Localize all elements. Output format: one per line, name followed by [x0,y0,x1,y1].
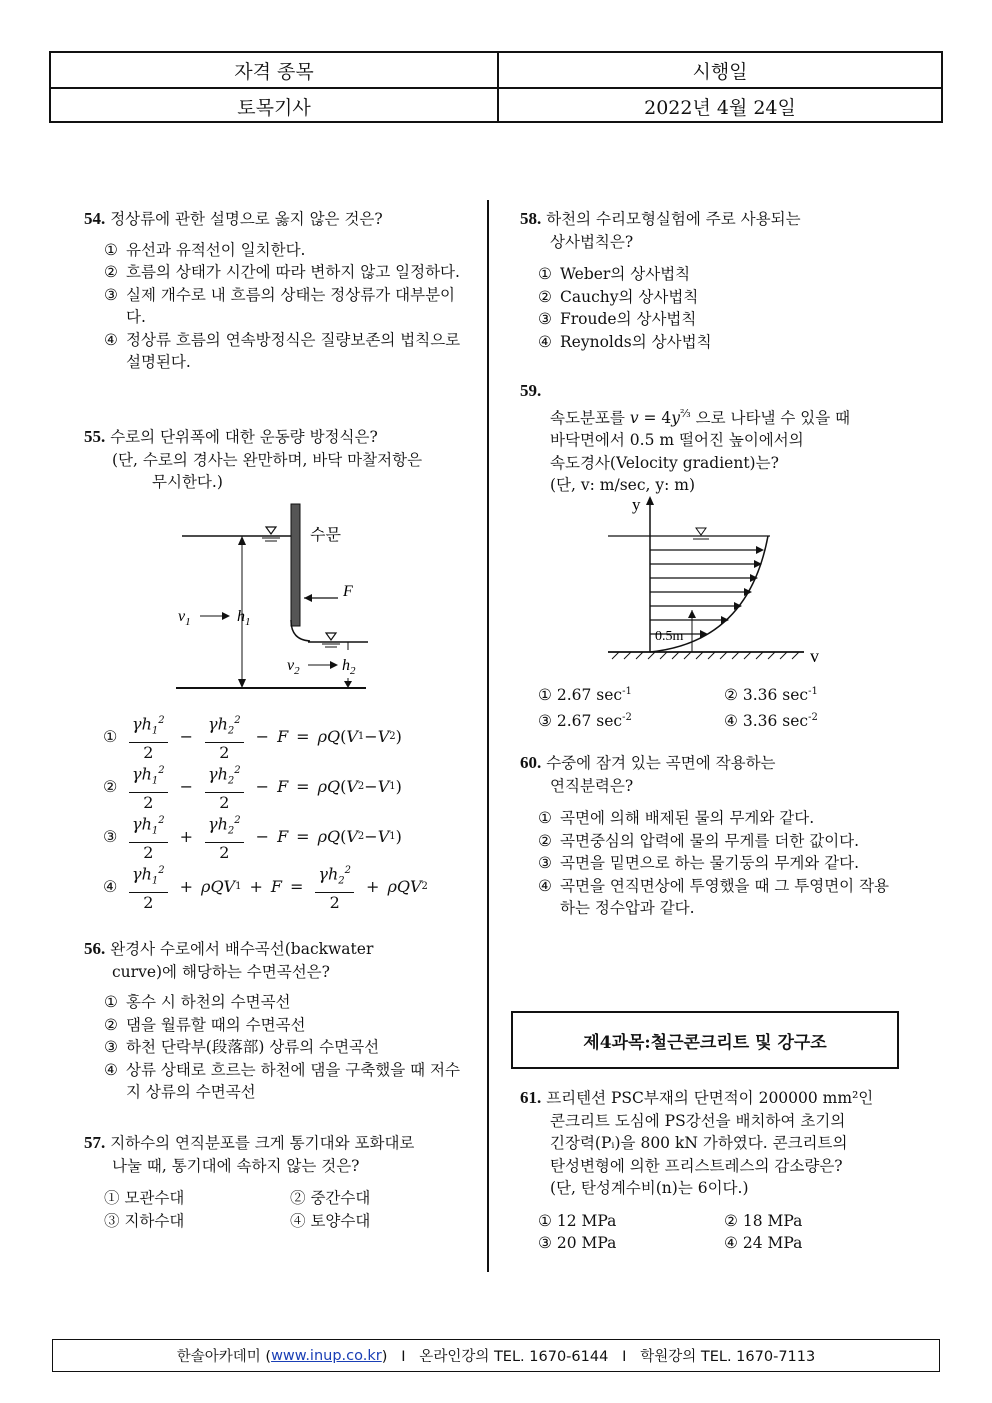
question-54 [84,208,464,374]
option-3[interactable]: ③ 실제 개수로 내 흐름의 상태는 정상류가 대부분이다. [104,285,456,326]
header-col2-label: 시행일 [497,53,941,87]
option-4[interactable]: ④ 정상류 흐름의 연속방정식은 질량보존의 법칙으로 설명된다. [104,330,461,371]
y-axis-label: y [632,495,641,514]
option-4[interactable]: ④ 3.36 $\sec^{-2}$ [724,711,818,730]
option-2[interactable]: ② $\frac{\gamma h_1^2}{2}$ − $\frac{\gamma h_2^2}{2}$ − F = ρQ ( V 2 − V 1 ) [103,762,483,812]
svg-text:v2: $v_2$ [287,657,300,677]
option-3[interactable]: ③ 하천 단락부(段落部) 상류의 수면곡선 [104,1038,380,1056]
option-1[interactable]: ① 유선과 유적선이 일치한다. [104,240,306,259]
option-2[interactable]: ② 3.36 $\sec^{-1}$ [724,686,818,705]
header-col1-label: 자격 종목 [234,60,314,83]
option-2[interactable]: ② 댐을 월류할 때의 수면곡선 [104,1015,306,1034]
question-text: 하천의 수리모형실험에 주로 사용되는 [546,210,801,228]
gate-label: 수문 [310,527,341,544]
option-3[interactable]: ③ 2.67 $\sec^{-2}$ [538,711,632,730]
question-text: 수중에 잠겨 있는 곡면에 작용하는 [546,754,776,772]
question-text: 완경사 수로에서 배수곡선(backwater [110,940,374,958]
option-4[interactable]: ④ 토양수대 [290,1211,371,1230]
question-text: 수로의 단위폭에 대한 운동량 방정식은? [110,428,378,446]
option-4[interactable]: ④ Reynolds의 상사법칙 [538,332,712,351]
footer [52,1339,940,1372]
question-58: 58. 하천의 수리모형실험에 주로 사용되는 상사법칙은? ① Weber의 상사법칙 ② Cauchy의 상사법칙 ③ Froude의 상사법칙 ④ Reynolds의 상사법칙 [520,208,900,353]
question-number: 54. [84,209,106,228]
force-label: F [343,583,353,600]
svg-text:h2: $h_2$ [342,657,356,677]
option-2[interactable]: ② Cauchy의 상사법칙 [538,287,699,306]
section-4-title: 제4과목:철근콘크리트 및 강구조 [511,1011,899,1069]
option-1[interactable]: ① 홍수 시 하천의 수면곡선 [104,993,291,1011]
option-3[interactable]: ③ 20 MPa [538,1234,617,1252]
question-59-options [538,681,918,732]
question-61: 61. 프리텐션 PSC부재의 단면적이 200000 mm²인 콘크리트 도심에 PS강선을 배치하여 초기의 긴장력(Pᵢ)을 800 kN 가하였다. 콘크리트의 탄성변형에 의한 프리스트레스의 감소량은? (단, 탄성계수비(n)는 6이다.) ① 12 MPa ② 18 MPa ③ 20 MPa ④ 24 MPa [520,1087,905,1255]
question-text: 지하수의 연직분포를 크게 통기대와 포화대로 [110,1134,415,1152]
header-table [49,51,943,123]
question-55: 55. 수로의 단위폭에 대한 운동량 방정식은? (단, 수로의 경사는 완만하며, 바닥 마찰저항은 무시한다.) [84,426,479,494]
footer-website-link[interactable]: www.inup.co.kr [271,1347,382,1364]
option-1[interactable]: ① 모관수대 [104,1189,185,1207]
option-1[interactable]: ① 곡면에 의해 배제된 물의 무게와 같다. [538,809,815,827]
question-text: 정상류에 관한 설명으로 옳지 않은 것은? [110,210,383,228]
option-3[interactable]: ③ $\frac{\gamma h_1^2}{2}$ + $\frac{\gamma h_2^2}{2}$ − F = ρQ ( V 2 − V 1 ) [103,812,483,862]
question-note-cont: 무시한다.) [152,473,223,491]
footer-academy-name: 한솔아카데미 ( [176,1349,272,1365]
option-3[interactable]: ③ Froude의 상사법칙 [538,310,697,328]
header-col1-value: 토목기사 [237,96,311,119]
option-4[interactable]: ④ $\frac{\gamma h_1^2}{2}$ + ρQV 1 + F = $\frac{\gamma h_2^2}{2}$ + ρQV 2 [103,862,483,912]
footer-contact: ) I 온라인강의 TEL. 1670-6144 I 학원강의 TEL. 1670-7113 [381,1349,816,1365]
option-4[interactable]: ④ 24 MPa [724,1234,803,1252]
column-divider [487,200,489,1272]
option-1[interactable]: ① $\frac{\gamma h_1^2}{2}$ − $\frac{\gamma h_2^2}{2}$ − F = ρQ ( V 1 − V 2 ) [103,712,483,762]
option-1[interactable]: ① 2.67 $\sec^{-1}$ [538,686,632,705]
svg-text:h1: $h_1$ [237,608,251,628]
question-60: 60. 수중에 잠겨 있는 곡면에 작용하는 연직분력은? ① 곡면에 의해 배제된 물의 무게와 같다. ② 곡면중심의 압력에 물의 무게를 더한 값이다. ③ 곡면을 밑면으로 하는 물기둥의 무게와 같다. ④ 곡면을 연직면상에 투영했을 때 그 투영면이 작용하는 정수압과 같다. [520,752,900,920]
option-3[interactable]: ③ 곡면을 밑면으로 하는 물기둥의 무게와 같다. [538,854,860,872]
question-57: 57. 지하수의 연직분포를 크게 통기대와 포화대로 나눌 때, 통기대에 속하지 않는 것은? ① 모관수대 ② 중간수대 ③ 지하수대 ④ 토양수대 [84,1132,474,1232]
header-col2-value: 2022년 4월 24일 [497,89,941,123]
question-59: 59. 속도분포를 $v = 4y^{\frac{2}{3}}$ 으로 나타낼 수 있을 때 바닥면에서 0.5 m 떨어진 높이에서의 속도경사(Velocity gradient)는? (단, v: m/sec, y: m) [520,380,900,497]
option-1[interactable]: ① Weber의 상사법칙 [538,265,691,283]
sluice-gate-figure [170,500,390,695]
option-2[interactable]: ② 18 MPa [724,1211,803,1230]
question-text: 속도분포를 $v = 4y^{\frac{2}{3}}$ 으로 나타낼 수 있을 때 [550,406,851,427]
height-label: 0.5m [655,629,684,644]
question-55-options [103,712,483,912]
option-2[interactable]: ② 곡면중심의 압력에 물의 무게를 더한 값이다. [538,831,860,850]
velocity-profile-figure [608,492,828,670]
option-2[interactable]: ② 중간수대 [290,1189,371,1207]
question-text: 프리텐션 PSC부재의 단면적이 200000 mm²인 [546,1089,874,1107]
option-1[interactable]: ① 12 MPa [538,1211,617,1230]
svg-text:v1: $v_1$ [178,608,191,628]
question-56: 56. 완경사 수로에서 배수곡선(backwater curve)에 해당하는 수면곡선은? ① 홍수 시 하천의 수면곡선 ② 댐을 월류할 때의 수면곡선 ③ 하천 단락부(段落部) 상류의 수면곡선 ④ 상류 상태로 흐르는 하천에 댐을 구축했을 때 저수지 상류의 수면곡선 [84,938,464,1104]
option-4[interactable]: ④ 상류 상태로 흐르는 하천에 댐을 구축했을 때 저수지 상류의 수면곡선 [104,1060,460,1101]
option-2[interactable]: ② 흐름의 상태가 시간에 따라 변하지 않고 일정하다. [104,263,460,281]
v-axis-label: v [810,646,819,666]
option-3[interactable]: ③ 지하수대 [104,1211,185,1230]
question-note: (단, 수로의 경사는 완만하며, 바닥 마찰저항은 [112,450,423,469]
option-4[interactable]: ④ 곡면을 연직면상에 투영했을 때 그 투영면이 작용하는 정수압과 같다. [538,876,890,917]
